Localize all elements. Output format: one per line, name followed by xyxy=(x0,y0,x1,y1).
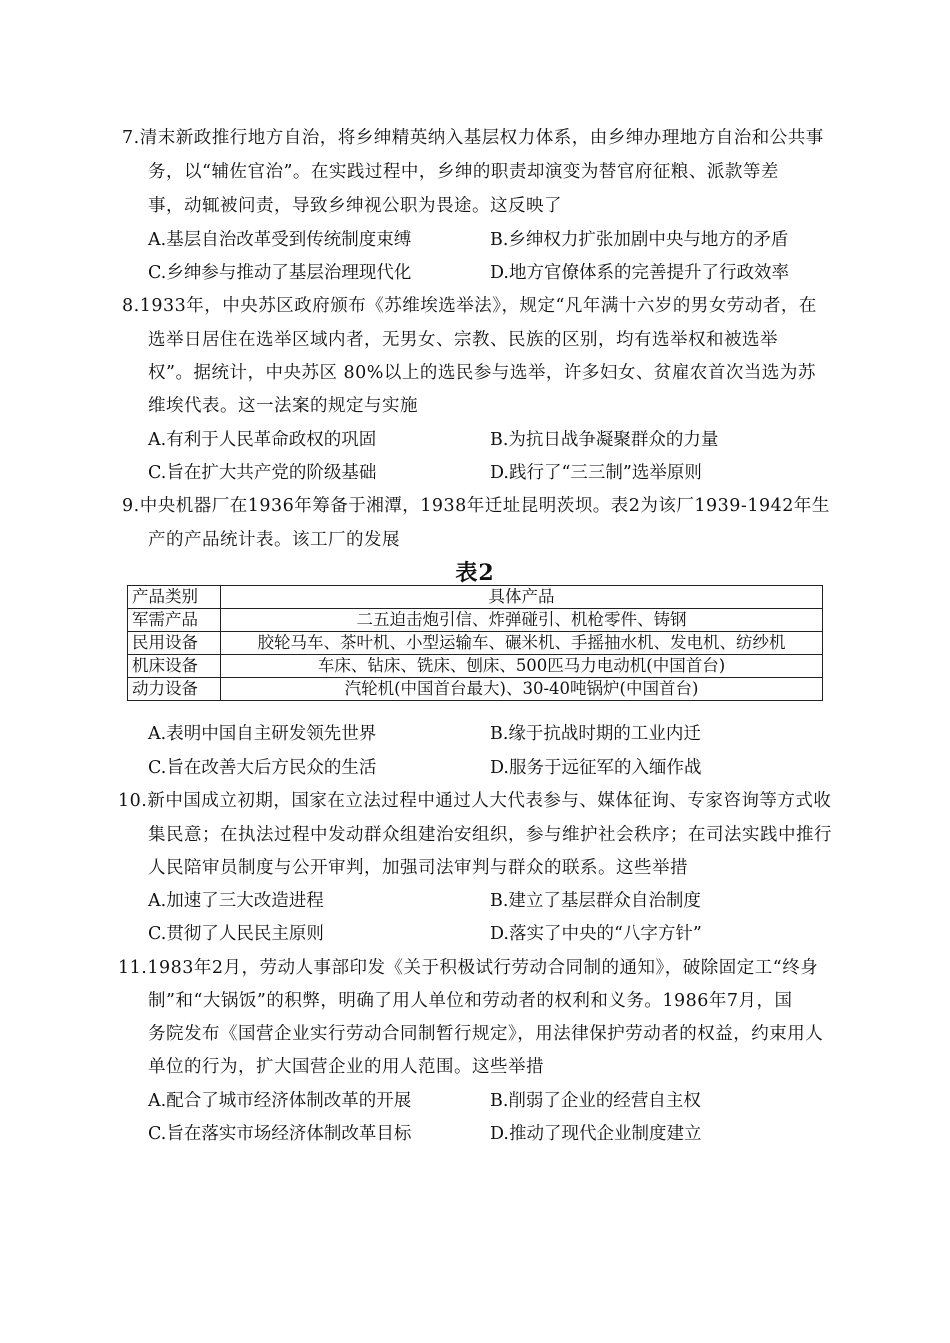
question-10-line-1: 10.新中国成立初期，国家在立法过程中通过人大代表参与、媒体征询、专家咨询等方式收 xyxy=(118,791,832,811)
question-10-option-a: A.加速了三大改造进程 xyxy=(148,891,324,911)
table-cell-category: 民用设备 xyxy=(128,632,221,655)
question-9-line-2: 产的产品统计表。该工厂的发展 xyxy=(148,530,400,550)
table-cell-products: 车床、钻床、铣床、刨床、500匹马力电动机(中国首台) xyxy=(221,655,823,678)
table-header-cell: 产品类别 xyxy=(128,586,221,609)
question-11-option-a: A.配合了城市经济体制改革的开展 xyxy=(148,1091,412,1111)
question-8-option-b: B.为抗日战争凝聚群众的力量 xyxy=(490,430,719,450)
table-cell-category: 机床设备 xyxy=(128,655,221,678)
table-title: 表2 xyxy=(455,560,495,586)
question-7-option-d: D.地方官僚体系的完善提升了行政效率 xyxy=(490,263,789,283)
question-11-line-2: 制”和“大锅饭”的积弊，明确了用人单位和劳动者的权利和义务。1986年7月，国 xyxy=(148,991,793,1011)
question-8-option-d: D.践行了“三三制”选举原则 xyxy=(490,463,702,483)
table-row xyxy=(128,655,823,678)
question-7-line-3: 事，动辄被问责，导致乡绅视公职为畏途。这反映了 xyxy=(148,196,562,216)
question-8-option-c: C.旨在扩大共产党的阶级基础 xyxy=(148,463,377,483)
question-9-line-1: 9.中央机器厂在1936年筹备于湘潭，1938年迁址昆明茨坝。表2为该厂1939-1942年生 xyxy=(122,496,830,516)
question-8-line-4: 维埃代表。这一法案的规定与实施 xyxy=(148,396,418,416)
table-cell-products: 二五迫击炮引信、炸弹碰引、机枪零件、铸钢 xyxy=(221,609,823,632)
table-cell-products: 汽轮机(中国首台最大)、30-40吨锅炉(中国首台) xyxy=(221,678,823,701)
question-7-line-2: 务，以“辅佐官治”。在实践过程中，乡绅的职责却演变为替官府征粮、派款等差 xyxy=(148,162,779,182)
question-8-option-a: A.有利于人民革命政权的巩固 xyxy=(148,430,377,450)
table-cell-category: 动力设备 xyxy=(128,678,221,701)
question-9-option-d: D.服务于远征军的入缅作战 xyxy=(490,758,702,778)
question-8-line-3: 权”。据统计，中央苏区 80%以上的选民参与选举，许多妇女、贫雇农首次当选为苏 xyxy=(148,363,816,383)
question-11-line-1: 11.1983年2月，劳动人事部印发《关于积极试行劳动合同制的通知》，破除固定工“终身 xyxy=(118,958,819,978)
table-cell-category: 军需产品 xyxy=(128,609,221,632)
question-11-line-4: 单位的行为，扩大国营企业的用人范围。这些举措 xyxy=(148,1057,544,1077)
table-row xyxy=(128,609,823,632)
question-7-option-a: A.基层自治改革受到传统制度束缚 xyxy=(148,230,412,250)
question-8-line-1: 8.1933年，中央苏区政府颁布《苏维埃选举法》，规定“凡年满十六岁的男女劳动者，在 xyxy=(122,296,817,316)
question-10-line-3: 人民陪审员制度与公开审判，加强司法审判与群众的联系。这些举措 xyxy=(148,858,688,878)
question-7-line-1: 7.清末新政推行地方自治，将乡绅精英纳入基层权力体系，由乡绅办理地方自治和公共事 xyxy=(122,128,824,148)
table-cell-products: 胶轮马车、茶叶机、小型运输车、碾米机、手摇抽水机、发电机、纺纱机 xyxy=(221,632,823,655)
table-row xyxy=(128,678,823,701)
question-11-option-d: D.推动了现代企业制度建立 xyxy=(490,1124,702,1144)
question-10-option-c: C.贯彻了人民民主原则 xyxy=(148,924,324,944)
product-table xyxy=(127,585,823,701)
question-10-option-d: D.落实了中央的“八字方针” xyxy=(490,924,702,944)
question-11-option-b: B.削弱了企业的经营自主权 xyxy=(490,1091,701,1111)
question-10-option-b: B.建立了基层群众自治制度 xyxy=(490,891,701,911)
question-7-option-b: B.乡绅权力扩张加剧中央与地方的矛盾 xyxy=(490,230,789,250)
table-row xyxy=(128,632,823,655)
question-9-option-a: A.表明中国自主研发领先世界 xyxy=(148,724,377,744)
table-header-row xyxy=(128,586,823,609)
question-7-option-c: C.乡绅参与推动了基层治理现代化 xyxy=(148,263,412,283)
question-11-line-3: 务院发布《国营企业实行劳动合同制暂行规定》，用法律保护劳动者的权益，约束用人 xyxy=(148,1024,824,1044)
table-header-cell: 具体产品 xyxy=(221,586,823,609)
question-9-option-b: B.缘于抗战时期的工业内迁 xyxy=(490,724,701,744)
question-11-option-c: C.旨在落实市场经济体制改革目标 xyxy=(148,1124,412,1144)
question-8-line-2: 选举日居住在选举区域内者，无男女、宗教、民族的区别，均有选举权和被选举 xyxy=(148,330,778,350)
question-10-line-2: 集民意；在执法过程中发动群众组建治安组织，参与维护社会秩序；在司法实践中推行 xyxy=(148,825,832,845)
question-9-option-c: C.旨在改善大后方民众的生活 xyxy=(148,758,377,778)
